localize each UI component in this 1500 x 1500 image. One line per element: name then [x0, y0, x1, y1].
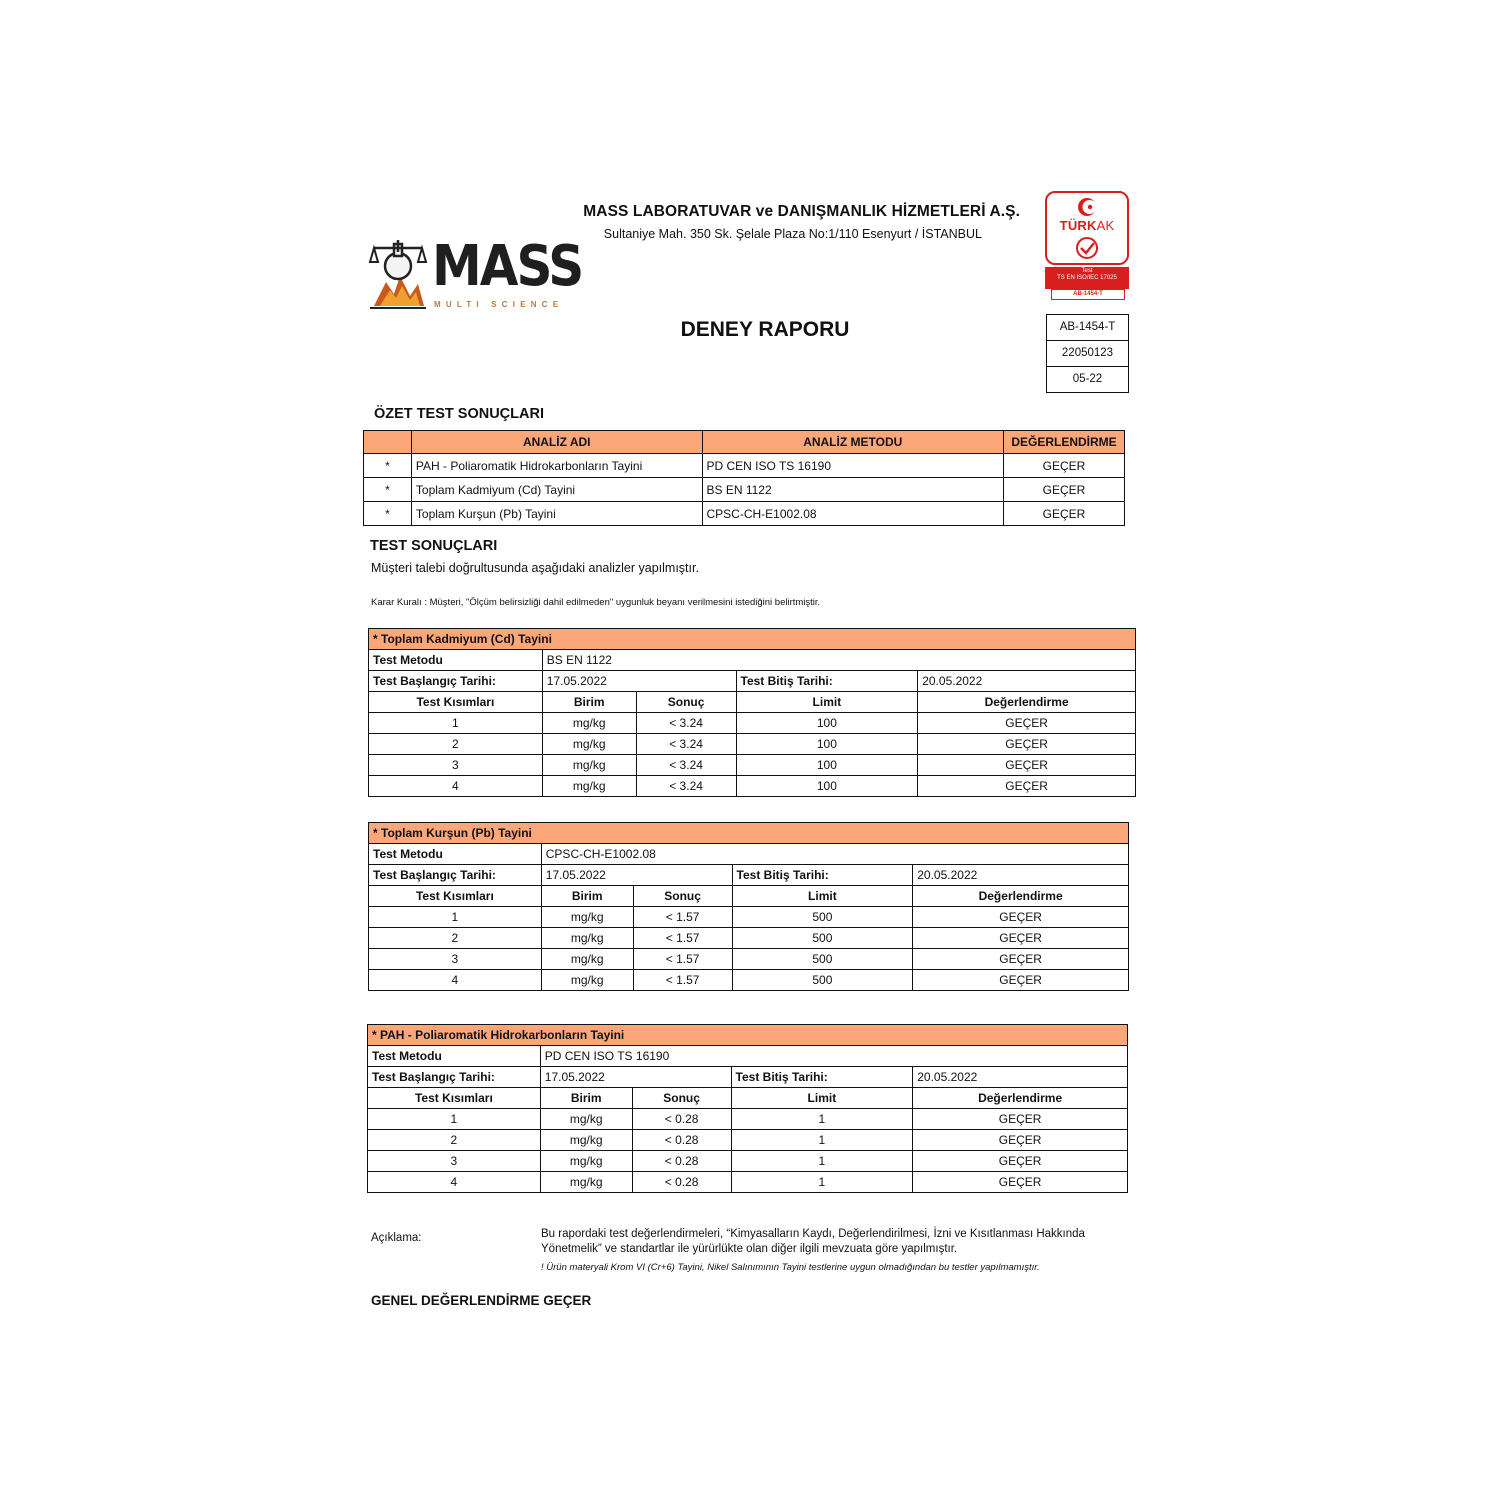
mass-logo — [366, 233, 583, 314]
table-row: 3 mg/kg < 3.24 100 GEÇER — [369, 755, 1136, 776]
report-reference-box — [1046, 314, 1129, 393]
table-row: * PAH - Poliaromatik Hidrokarbonların Tayini PD CEN ISO TS 16190 GEÇER — [364, 454, 1125, 478]
explanation-label: Açıklama: — [371, 1232, 422, 1244]
summary-header-method: ANALİZ METODU — [702, 431, 1003, 454]
decision-rule: Karar Kuralı : Müşteri, "Ölçüm belirsizliği dahil edilmeden" uygunluk beyanı verilmesini istediğini belirtmiştir. — [371, 597, 821, 608]
overall-value: GEÇER — [543, 1293, 592, 1308]
results-heading: TEST SONUÇLARI — [370, 538, 498, 554]
reference-value: 05-22 — [1072, 373, 1103, 385]
test-table-title: * Toplam Kadmiyum (Cd) Tayini — [369, 629, 1136, 650]
results-intro: Müşteri talebi doğrultusunda aşağıdaki analizler yapılmıştır. — [371, 561, 699, 575]
turkak-wordmark: TÜRKAK — [1059, 218, 1115, 233]
turkak-accreditation-mark — [1045, 191, 1129, 299]
logo-wordmark: MASS — [432, 233, 583, 299]
summary-mark-header — [364, 431, 412, 454]
accreditation-code: AB-1454-T — [1051, 289, 1125, 300]
flask-scale-icon — [366, 236, 430, 314]
table-row: 4 mg/kg < 3.24 100 GEÇER — [369, 776, 1136, 797]
table-row: * Toplam Kadmiyum (Cd) Tayini BS EN 1122 GEÇER — [364, 478, 1125, 502]
company-address: Sultaniye Mah. 350 Sk. Şelale Plaza No:1/110 Esenyurt / İSTANBUL — [603, 227, 982, 241]
test-table-lead: * Toplam Kurşun (Pb) Tayini Test Metodu CPSC-CH-E1002.08 Test Başlangıç Tarihi: 17.05.2022 Test Bitiş Tarihi: 20.05.2022 Test Kısımları Birim Sonuç Limit Değerlendirme 1 mg/kg < 1.57 500 GEÇER 2 mg/kg < 1.57 500 GEÇER 3 mg/kg < 1.57 500 GEÇER 4 mg/kg < 1.57 500 GEÇER — [368, 822, 1129, 991]
table-row: 3 mg/kg < 1.57 500 GEÇER — [369, 949, 1129, 970]
table-row: 2 mg/kg < 0.28 1 GEÇER — [368, 1130, 1128, 1151]
summary-heading: ÖZET TEST SONUÇLARI — [374, 406, 544, 422]
summary-header-name: ANALİZ ADI — [411, 431, 702, 454]
overall-evaluation — [371, 1293, 591, 1308]
table-row: * Toplam Kurşun (Pb) Tayini CPSC-CH-E1002.08 GEÇER — [364, 502, 1125, 526]
table-row: 4 mg/kg < 1.57 500 GEÇER — [369, 970, 1129, 991]
summary-header-eval: DEĞERLENDİRME — [1003, 431, 1124, 454]
table-row: 1 mg/kg < 0.28 1 GEÇER — [368, 1109, 1128, 1130]
logo-subtitle: MULTI SCIENCE — [434, 300, 564, 309]
explanation-text: Bu rapordaki test değerlendirmeleri, “Kimyasalların Kaydı, Değerlendirilmesi, İzni ve Kısıtlanması Hakkında Yönetmelik” ve standartlar ile yürürlükte olan diğer ilgili mevzuata göre yapılmıştır. — [541, 1228, 1085, 1255]
test-table-title: * PAH - Poliaromatik Hidrokarbonların Tayini — [368, 1025, 1128, 1046]
accreditation-band: Test TS EN ISO/IEC 17025 — [1045, 267, 1129, 289]
report-title: DENEY RAPORU — [680, 318, 850, 341]
check-icon — [1045, 236, 1129, 260]
table-row: 2 mg/kg < 1.57 500 GEÇER — [369, 928, 1129, 949]
table-row: 4 mg/kg < 0.28 1 GEÇER — [368, 1172, 1128, 1193]
table-row: 3 mg/kg < 0.28 1 GEÇER — [368, 1151, 1128, 1172]
reference-value: 22050123 — [1047, 341, 1128, 367]
company-name: MASS LABORATUVAR ve DANIŞMANLIK HİZMETLERİ A.Ş. — [583, 203, 1020, 220]
overall-label: GENEL DEĞERLENDİRME — [371, 1293, 540, 1308]
test-table-cadmium: * Toplam Kadmiyum (Cd) Tayini Test Metodu BS EN 1122 Test Başlangıç Tarihi: 17.05.2022 Test Bitiş Tarihi: 20.05.2022 Test Kısımları Birim Sonuç Limit Değerlendirme 1 mg/kg < 3.24 100 GEÇER 2 mg/kg < 3.24 100 GEÇER 3 mg/kg < 3.24 100 GEÇER 4 mg/kg < 3.24 100 GEÇER — [368, 628, 1136, 797]
table-row: 1 mg/kg < 1.57 500 GEÇER — [369, 907, 1129, 928]
table-row: 2 mg/kg < 3.24 100 GEÇER — [369, 734, 1136, 755]
reference-value: AB-1454-T — [1047, 315, 1128, 341]
table-row: 1 mg/kg < 3.24 100 GEÇER — [369, 713, 1136, 734]
test-table-title: * Toplam Kurşun (Pb) Tayini — [369, 823, 1129, 844]
explanation-note: ! Ürün materyali Krom VI (Cr+6) Tayini, Nikel Salınımının Tayini testlerine uygun olmadığından bu testler yapılmamıştır. — [541, 1262, 1040, 1273]
test-table-pah: * PAH - Poliaromatik Hidrokarbonların Tayini Test Metodu PD CEN ISO TS 16190 Test Başlangıç Tarihi: 17.05.2022 Test Bitiş Tarihi: 20.05.2022 Test Kısımları Birim Sonuç Limit Değerlendirme 1 mg/kg < 0.28 1 GEÇER 2 mg/kg < 0.28 1 GEÇER 3 mg/kg < 0.28 1 GEÇER 4 mg/kg < 0.28 1 GEÇER — [367, 1024, 1128, 1193]
summary-table — [363, 430, 1125, 526]
